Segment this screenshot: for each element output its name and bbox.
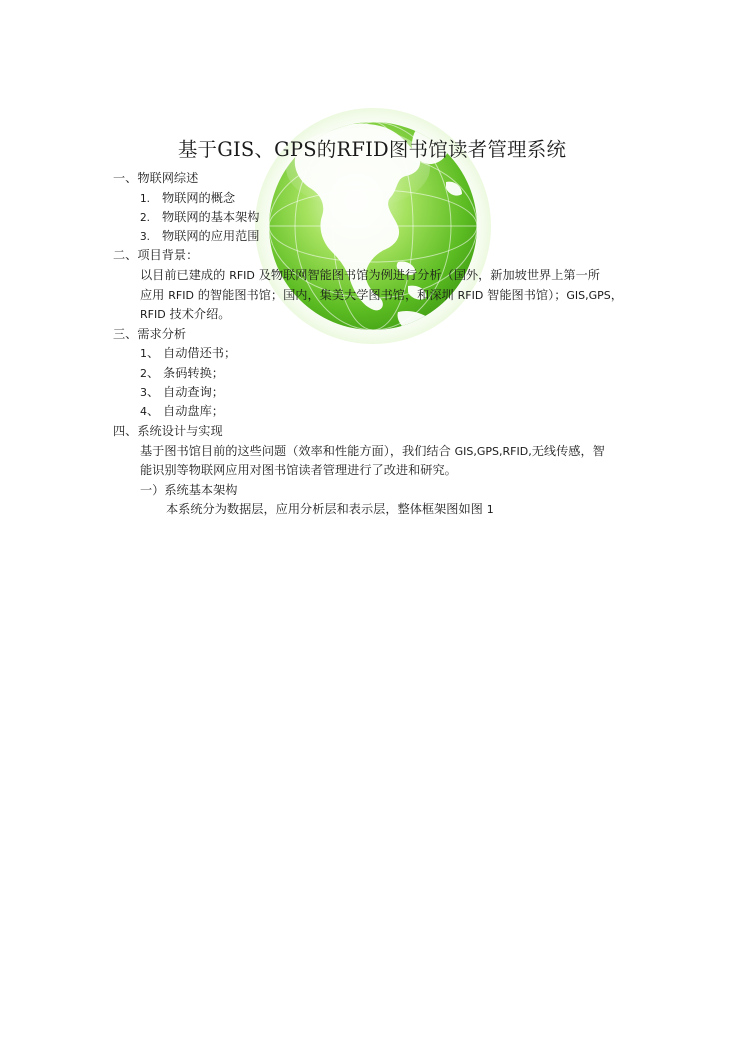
section-heading: 四、系统设计与实现 — [113, 424, 223, 438]
list-item-text: 、 自动借还书； — [147, 346, 237, 360]
list-item-text: 物联网的应用范围 — [162, 229, 260, 243]
list-number: 1 — [140, 347, 147, 360]
subsection-heading: 一）系统基本架构 — [140, 483, 238, 497]
section-heading: 三、需求分析 — [113, 327, 187, 341]
text-segment: 以目前已建成的 — [140, 268, 230, 282]
paragraph-line: 能识别等物联网应用对图书馆读者管理进行了改进和研究。 — [140, 463, 457, 477]
text-segment: 技术介绍。 — [165, 307, 231, 321]
list-item-text: 物联网的概念 — [162, 191, 236, 205]
text-segment: GIS,GPS — [566, 289, 611, 302]
text-segment: 智能图书馆）； — [483, 288, 567, 302]
list-number: 2 — [140, 367, 147, 380]
list-item — [140, 188, 235, 209]
list-item — [140, 207, 260, 228]
paragraph-line — [140, 265, 600, 286]
document-title: 基于GIS、GPS的RFID图书馆读者管理系统 — [177, 138, 567, 161]
list-item-text: 、 条码转换； — [147, 366, 224, 380]
list-number: 3. — [140, 231, 151, 243]
text-segment: RFID — [168, 289, 194, 302]
list-item — [140, 343, 236, 364]
text-segment: RFID — [457, 289, 484, 302]
paragraph-line — [166, 499, 494, 520]
text-segment: 及物联网智能图书馆为例进行分析（国外，新加坡世界上第一所 — [254, 268, 600, 282]
globe-watermark-icon — [248, 86, 498, 351]
list-number: 3 — [140, 386, 147, 399]
text-segment: 无线传感，智 — [531, 444, 605, 458]
list-item — [140, 382, 224, 403]
paragraph-line — [140, 304, 231, 325]
list-item — [140, 363, 224, 384]
list-item-text: 、 自动盘库； — [147, 404, 224, 418]
list-number: 4 — [140, 405, 147, 418]
text-segment: 1 — [486, 503, 494, 516]
list-number: 2. — [140, 212, 151, 224]
paragraph-line — [140, 285, 623, 306]
list-item-text: 、 自动查询； — [147, 385, 224, 399]
list-number: 1. — [140, 193, 151, 205]
section-heading: 二、项目背景： — [113, 248, 199, 262]
text-segment: RFID — [140, 308, 166, 321]
list-item — [140, 226, 260, 247]
text-segment: ， — [610, 288, 623, 302]
text-segment: 基于图书馆目前的这些问题（效率和性能方面），我们结合 — [140, 444, 455, 458]
text-segment: 应用 — [140, 288, 169, 302]
section-heading: 一、物联网综述 — [113, 171, 199, 185]
text-segment: 本系统分为数据层，应用分析层和表示层，整体框架图如图 — [166, 502, 487, 516]
text-segment: RFID — [229, 269, 255, 282]
text-segment: GIS,GPS,RFID, — [454, 445, 532, 458]
list-item-text: 物联网的基本架构 — [162, 210, 260, 224]
text-segment: 的智能图书馆；国内，集美大学图书馆，和深圳 — [193, 288, 458, 302]
list-item — [140, 401, 224, 422]
paragraph-line — [140, 441, 605, 462]
